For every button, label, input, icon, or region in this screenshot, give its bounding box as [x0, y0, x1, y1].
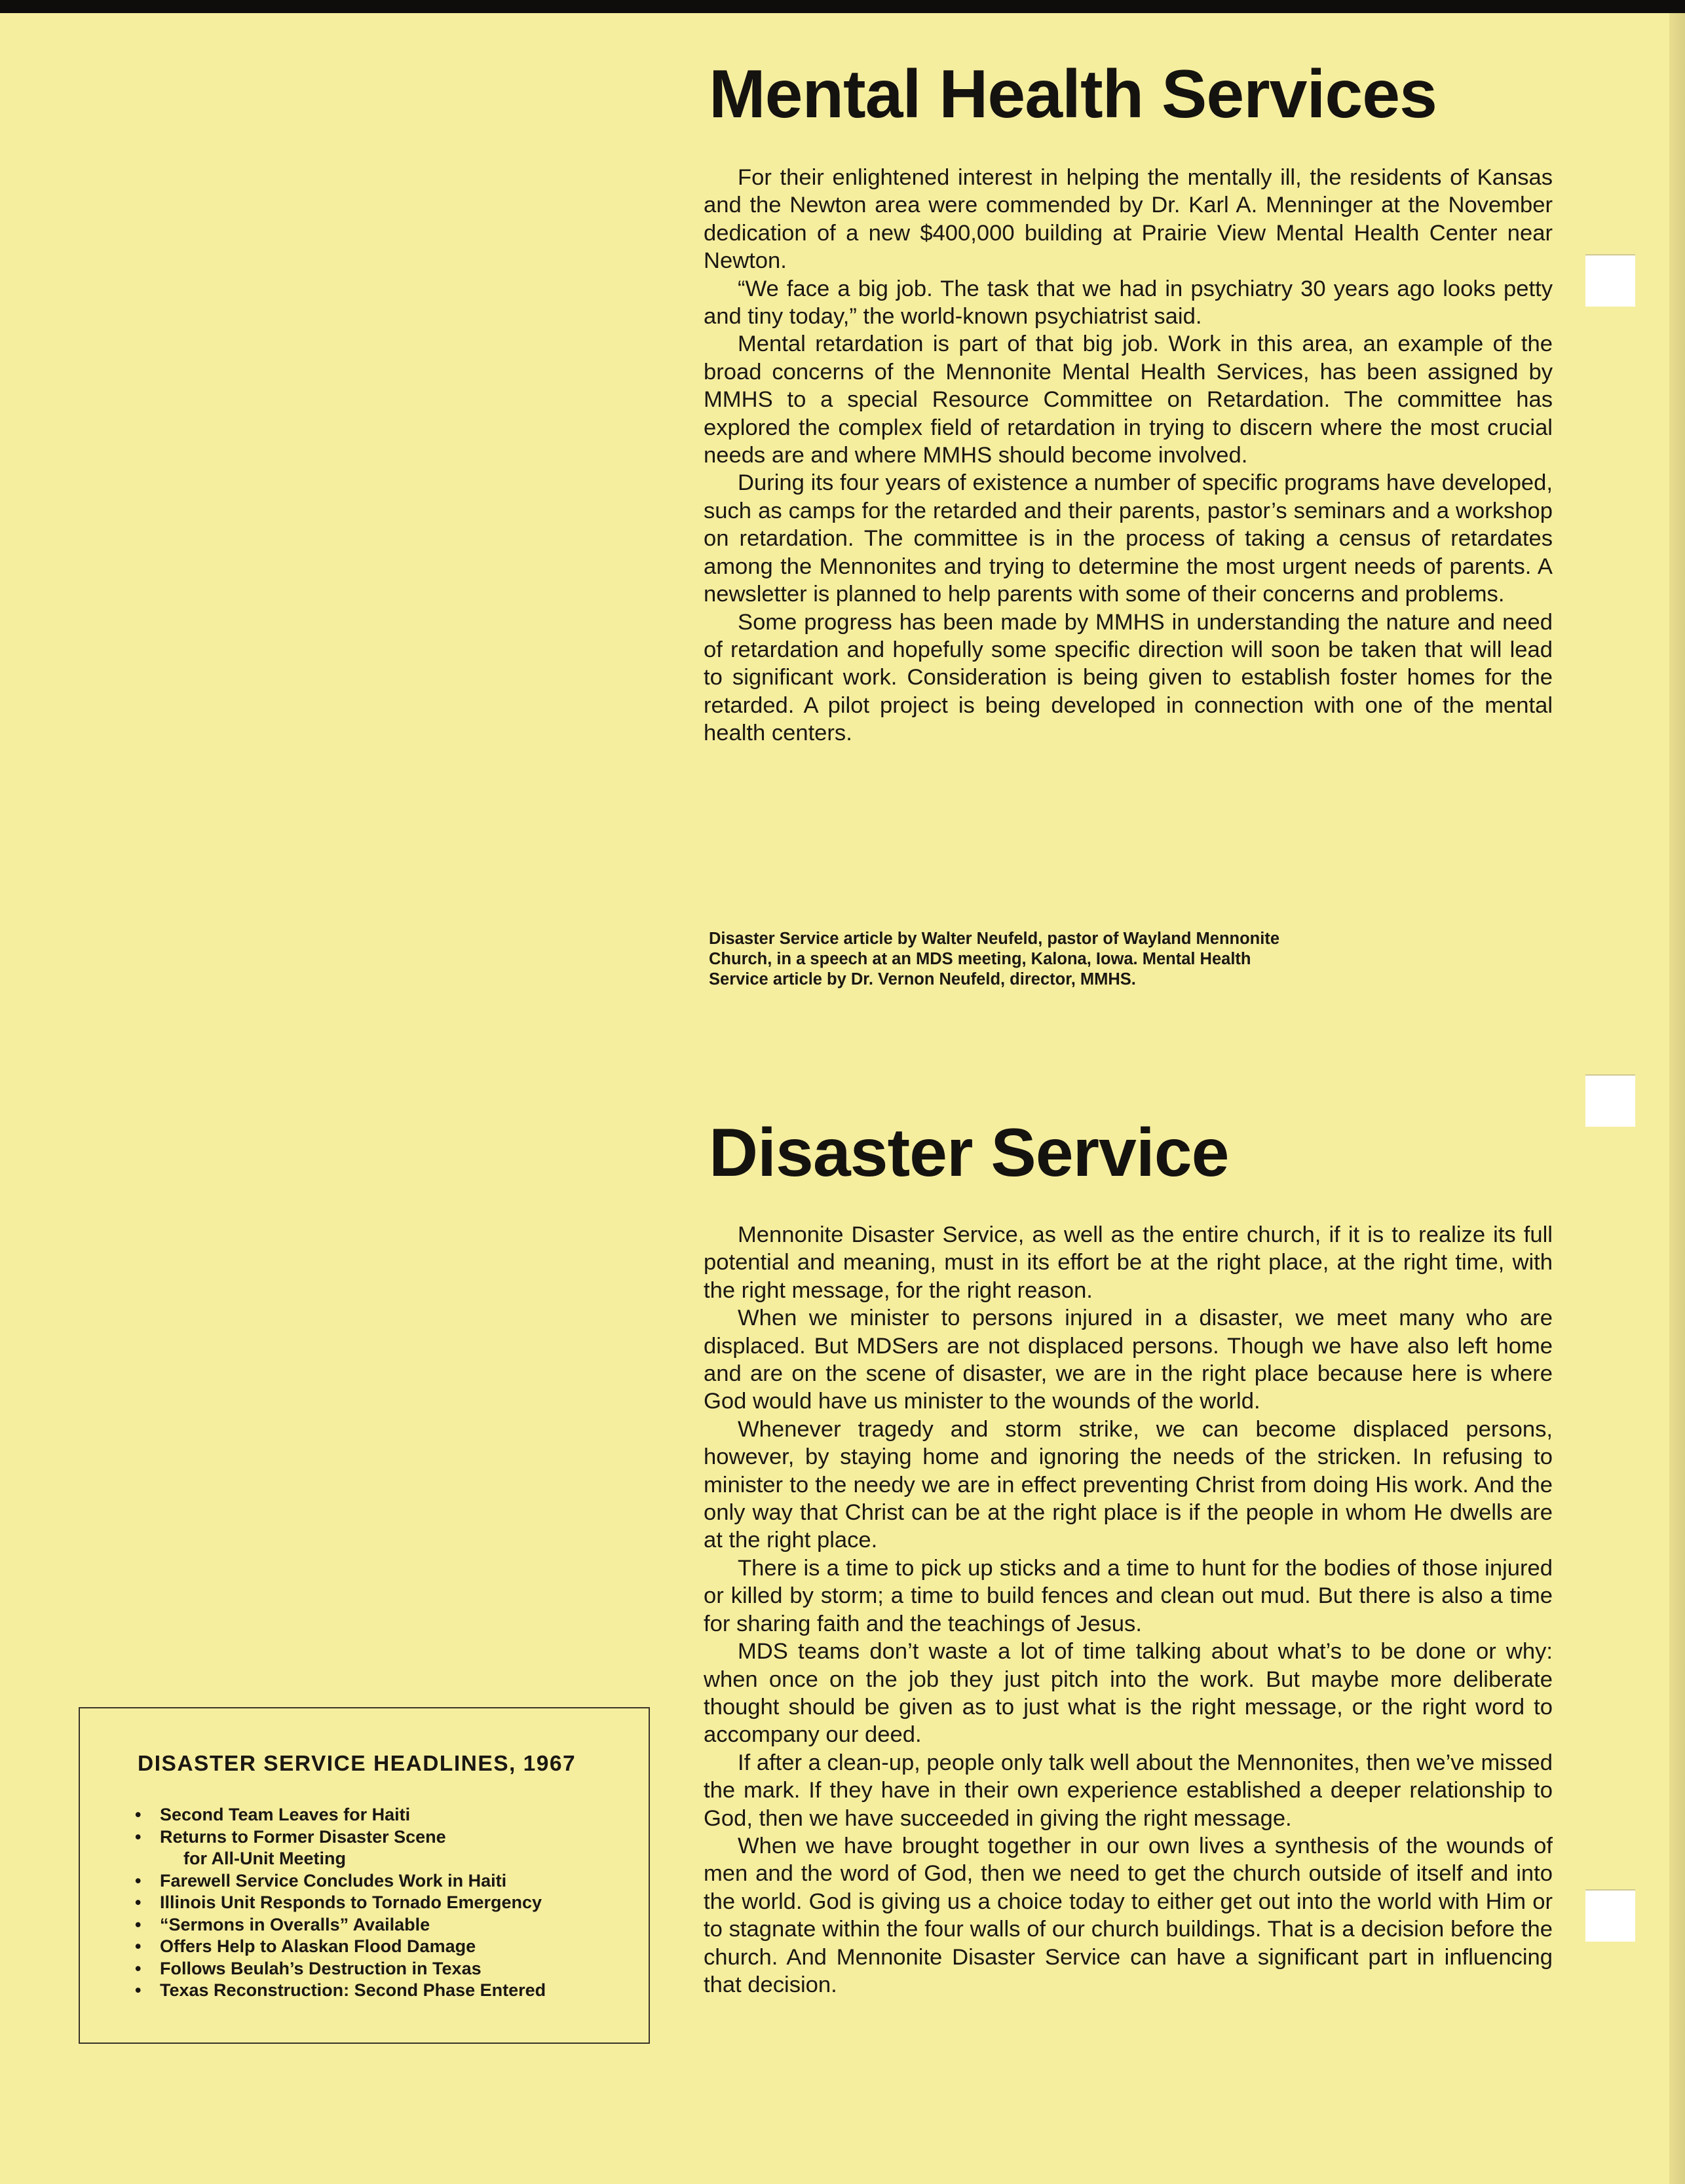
- headline-item: [135, 1892, 546, 1914]
- headline-item: [135, 1826, 546, 1870]
- headline-item: [135, 1958, 546, 1980]
- article-paragraph: Whenever tragedy and storm strike, we can become displaced persons, however, by staying home and ignoring the needs of the stricken. In refusing to minister to the needy we are in effect preventing Christ from doing His work. And the only way that Christ can be at the right place is if the people in whom He dwells are at the right place.: [704, 1416, 1553, 1553]
- headline-text: Offers Help to Alaskan Flood Damage: [160, 1936, 476, 1956]
- headline-text: Second Team Leaves for Haiti: [160, 1805, 411, 1824]
- index-tab-mark: [1585, 254, 1635, 307]
- headline-text: Illinois Unit Responds to Tornado Emergency: [160, 1892, 542, 1912]
- article-paragraph: MDS teams don’t waste a lot of time talking about what’s to be done or why: when once on the job they just pitch into the work. But maybe more deliberate thought should be given as to just what is the right message, or the right word to accompany our deed.: [704, 1639, 1553, 1748]
- bullet-icon: •: [135, 1805, 142, 1824]
- disaster-service-title: Disaster Service: [709, 1115, 1229, 1191]
- disaster-service-article: [704, 1221, 1553, 1999]
- headline-item: [135, 1914, 546, 1936]
- headline-text: Returns to Former Disaster Scene: [160, 1826, 446, 1847]
- bullet-icon: •: [135, 1936, 142, 1956]
- headline-item: [135, 1870, 546, 1892]
- headline-text: Farewell Service Concludes Work in Haiti: [160, 1870, 507, 1891]
- headline-text: Follows Beulah’s Destruction in Texas: [160, 1958, 482, 1978]
- article-paragraph: For their enlightened interest in helping the mentally ill, the residents of Kansas and the Newton area were commended by Dr. Karl A. Menninger at the November dedication of a new $400,000 building at Prairie View Mental Health Center near Newton.: [704, 165, 1553, 274]
- bullet-icon: •: [135, 1914, 142, 1934]
- mental-health-article: [704, 164, 1553, 747]
- article-paragraph: When we minister to persons injured in a disaster, we meet many who are displaced. But MDSers are not displaced persons. Though we have also left home and are on the scene of disaster, we are in the right place because here is where God would have us minister to the wounds of the world.: [704, 1306, 1553, 1414]
- bullet-icon: •: [135, 1980, 142, 2000]
- article-paragraph: During its four years of existence a number of specific programs have developed, such as camps for the retarded and their parents, pastor’s seminars and a workshop on retardation. The committee is in the process of taking a census of retardates among the Mennonites and trying to determine the most urgent needs of parents. A newsletter is planned to help parents with some of their concerns and problems.: [704, 470, 1553, 607]
- article-paragraph: If after a clean-up, people only talk well about the Mennonites, then we’ve missed the mark. If they have in their own experience established a deeper relationship to God, then we have succeeded in giving the right message.: [704, 1750, 1553, 1831]
- index-tab-mark: [1585, 1889, 1635, 1942]
- article-paragraph: There is a time to pick up sticks and a time to hunt for the bodies of those injured or killed by storm; a time to build fences and clean out mud. But there is also a time for sharing faith and the teachings of Jesus.: [704, 1555, 1553, 1636]
- scan-top-edge: [0, 0, 1685, 13]
- article-credit: Disaster Service article by Walter Neufeld, pastor of Wayland Mennonite Church, in a speech at an MDS meeting, Kalona, Iowa. Mental Health Service article by Dr. Vernon Neufeld, director, MMHS.: [709, 930, 1280, 988]
- article-paragraph: “We face a big job. The task that we had in psychiatry 30 years ago looks petty and tiny today,” the world-known psychiatrist said.: [704, 276, 1553, 329]
- scan-right-edge: [1669, 13, 1685, 2184]
- bullet-icon: •: [135, 1892, 142, 1912]
- headlines-title: DISASTER SERVICE HEADLINES, 1967: [138, 1752, 577, 1776]
- article-paragraph: When we have brought together in our own lives a synthesis of the wounds of men and the word of God, then we need to get the church outside of itself and into the world. God is giving us a choice today to either get out into the world with Him or to stagnate within the four walls of our church buildings. That is a decision before the church. And Mennonite Disaster Service can have a significant part in influencing that decision.: [704, 1833, 1553, 1997]
- headline-item: [135, 1936, 546, 1958]
- headlines-box: [79, 1707, 650, 2044]
- headlines-list: [135, 1804, 546, 2002]
- mental-health-title: Mental Health Services: [709, 56, 1437, 132]
- article-paragraph: Mental retardation is part of that big job. Work in this area, an example of the broad concerns of the Mennonite Mental Health Services, has been assigned by MMHS to a special Resource Committee on Retardation. The committee has explored the complex field of retardation in trying to discern where the most crucial needs are and where MMHS should become involved.: [704, 331, 1553, 468]
- bullet-icon: •: [135, 1958, 142, 1978]
- headline-item: [135, 1980, 546, 2002]
- headline-text-continued: for All-Unit Meeting: [183, 1849, 346, 1868]
- index-tab-mark: [1585, 1074, 1635, 1127]
- bullet-icon: •: [135, 1870, 142, 1891]
- article-paragraph: Some progress has been made by MMHS in understanding the nature and need of retardation and hopefully some specific direction will soon be taken that will lead to significant work. Consideration is being given to establish foster homes for the retarded. A pilot project is being developed in connection with one of the mental health centers.: [704, 609, 1553, 746]
- bullet-icon: •: [135, 1826, 142, 1847]
- article-paragraph: Mennonite Disaster Service, as well as the entire church, if it is to realize its full potential and meaning, must in its effort be at the right place, at the right time, with the right message, for the right reason.: [704, 1222, 1553, 1303]
- headline-item: [135, 1804, 546, 1826]
- headline-text: “Sermons in Overalls” Available: [160, 1914, 430, 1934]
- headline-text: Texas Reconstruction: Second Phase Entered: [160, 1980, 546, 2000]
